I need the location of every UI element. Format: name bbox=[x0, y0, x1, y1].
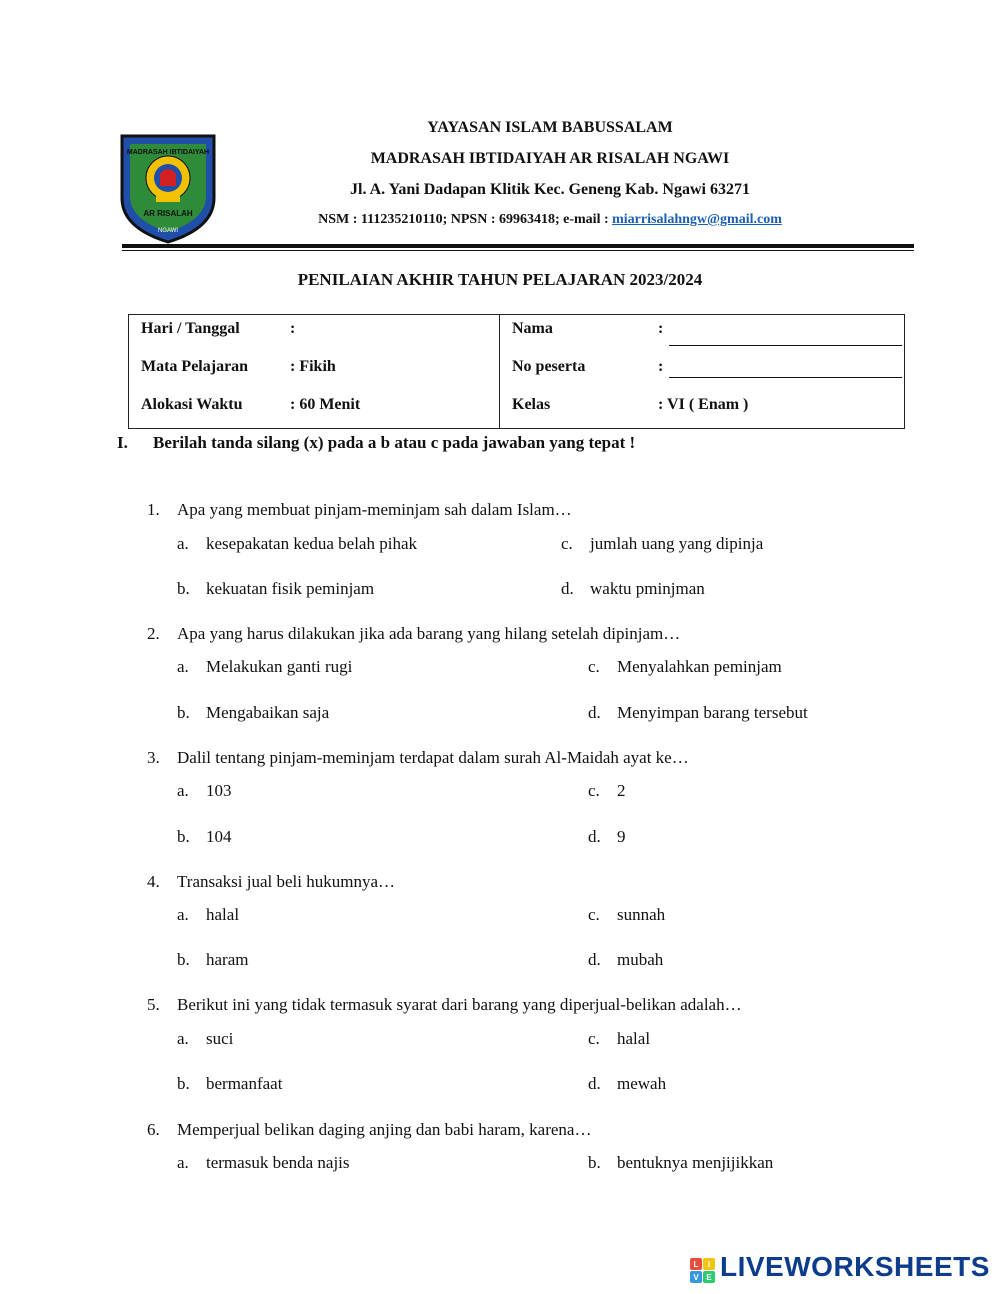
logo-letter-i: I bbox=[707, 1260, 711, 1269]
option-text: bermanfaat bbox=[206, 1074, 283, 1093]
option-text: mubah bbox=[617, 950, 664, 969]
logo-letter-e: E bbox=[706, 1273, 712, 1282]
option-letter: a. bbox=[177, 657, 189, 676]
option-letter: d. bbox=[588, 950, 601, 969]
logo-text-bottom: AR RISALAH bbox=[143, 209, 193, 218]
school-address: Jl. A. Yani Dadapan Klitik Kec. Geneng Kab. Ngawi 63271 bbox=[350, 181, 750, 198]
question-number: 6. bbox=[147, 1120, 160, 1139]
question-text: Apa yang harus dilakukan jika ada barang yang hilang setelah dipinjam… bbox=[177, 624, 681, 643]
time-allocation-value: : 60 Menit bbox=[290, 396, 361, 413]
school-name: MADRASAH IBTIDAIYAH AR RISALAH NGAWI bbox=[370, 150, 730, 167]
option-letter: d. bbox=[588, 827, 601, 846]
question-text: Apa yang membuat pinjam-meminjam sah dalam Islam… bbox=[177, 500, 572, 519]
question-number: 1. bbox=[147, 500, 160, 519]
section-number: I. bbox=[117, 433, 128, 452]
question-text: Transaksi jual beli hukumnya… bbox=[177, 872, 395, 891]
option-text: 2 bbox=[617, 781, 626, 800]
option-letter: d. bbox=[588, 703, 601, 722]
section-instruction-text: Berilah tanda silang (x) pada a b atau c pada jawaban yang tepat ! bbox=[153, 433, 636, 452]
subject-value: : Fikih bbox=[290, 358, 336, 375]
class-value: : VI ( Enam ) bbox=[658, 396, 749, 413]
option-letter: d. bbox=[588, 1074, 601, 1093]
option-text: sunnah bbox=[617, 905, 666, 924]
email-link[interactable]: miarrisalahngw@gmail.com bbox=[612, 212, 782, 227]
option-letter: a. bbox=[177, 1029, 189, 1048]
option-letter: b. bbox=[177, 579, 190, 598]
option-letter: a. bbox=[177, 905, 189, 924]
option-text: halal bbox=[206, 905, 240, 924]
option-letter: c. bbox=[588, 781, 600, 800]
option-letter: b. bbox=[177, 950, 190, 969]
option-text: 104 bbox=[206, 827, 232, 846]
header-rule-thick bbox=[122, 244, 914, 248]
option-letter: b. bbox=[177, 1074, 190, 1093]
question-text: Dalil tentang pinjam-meminjam terdapat dalam surah Al-Maidah ayat ke… bbox=[177, 748, 689, 767]
participant-number-colon: : bbox=[658, 358, 664, 375]
header-rule-thin bbox=[122, 250, 914, 251]
question-number: 3. bbox=[147, 748, 160, 767]
option-text: Menyalahkan peminjam bbox=[617, 657, 782, 676]
option-text: suci bbox=[206, 1029, 234, 1048]
option-text: jumlah uang yang dipinja bbox=[590, 534, 764, 553]
question-text: Memperjual belikan daging anjing dan babi haram, karena… bbox=[177, 1120, 592, 1139]
day-date-label: Hari / Tanggal bbox=[141, 320, 240, 337]
option-letter: c. bbox=[561, 534, 573, 553]
logo-letter-v: V bbox=[693, 1273, 699, 1282]
option-text: halal bbox=[617, 1029, 651, 1048]
student-info-box bbox=[128, 314, 905, 429]
question-number: 2. bbox=[147, 624, 160, 643]
option-text: 9 bbox=[617, 827, 626, 846]
info-divider bbox=[499, 315, 500, 428]
logo-text-city: NGAWI bbox=[157, 228, 179, 234]
school-identifiers bbox=[210, 212, 890, 228]
name-blank-line[interactable] bbox=[669, 345, 902, 346]
day-date-value: : bbox=[290, 320, 296, 337]
name-label: Nama bbox=[512, 320, 553, 337]
option-letter: d. bbox=[561, 579, 574, 598]
foundation-name: YAYASAN ISLAM BABUSSALAM bbox=[427, 119, 673, 136]
logo-letter-l: L bbox=[693, 1260, 699, 1269]
option-letter: c. bbox=[588, 905, 600, 924]
option-letter: a. bbox=[177, 781, 189, 800]
logo-text-top: MADRASAH IBTIDAIYAH bbox=[126, 149, 210, 156]
class-label: Kelas bbox=[512, 396, 551, 413]
liveworksheets-wordmark: LIVEWORKSHEETS bbox=[720, 1251, 990, 1282]
participant-number-label: No peserta bbox=[512, 358, 586, 375]
option-letter: b. bbox=[177, 827, 190, 846]
time-allocation-label: Alokasi Waktu bbox=[141, 396, 243, 413]
option-text: 103 bbox=[206, 781, 232, 800]
option-text: Melakukan ganti rugi bbox=[206, 657, 353, 676]
option-text: termasuk benda najis bbox=[206, 1153, 350, 1172]
name-colon: : bbox=[658, 320, 664, 337]
option-text: mewah bbox=[617, 1074, 667, 1093]
question-number: 4. bbox=[147, 872, 160, 891]
subject-label: Mata Pelajaran bbox=[141, 358, 249, 375]
option-text: kesepakatan kedua belah pihak bbox=[206, 534, 417, 553]
option-letter: a. bbox=[177, 534, 189, 553]
option-text: bentuknya menjijikkan bbox=[617, 1153, 774, 1172]
option-letter: c. bbox=[588, 657, 600, 676]
liveworksheets-logo-icon bbox=[690, 1258, 716, 1284]
option-letter: b. bbox=[588, 1153, 601, 1172]
option-text: kekuatan fisik peminjam bbox=[206, 579, 375, 598]
option-text: Mengabaikan saja bbox=[206, 703, 330, 722]
exam-title: PENILAIAN AKHIR TAHUN PELAJARAN 2023/2024 bbox=[297, 270, 703, 289]
option-text: Menyimpan barang tersebut bbox=[617, 703, 808, 722]
school-logo-emblem bbox=[118, 132, 218, 244]
identifiers-text: NSM : 111235210110; NPSN : 69963418; e-mail : bbox=[318, 212, 613, 227]
question-text: Berikut ini yang tidak termasuk syarat dari barang yang diperjual-belikan adalah… bbox=[177, 995, 742, 1014]
option-letter: b. bbox=[177, 703, 190, 722]
option-letter: c. bbox=[588, 1029, 600, 1048]
option-letter: a. bbox=[177, 1153, 189, 1172]
option-text: haram bbox=[206, 950, 249, 969]
question-number: 5. bbox=[147, 995, 160, 1014]
option-text: waktu pminjman bbox=[590, 579, 705, 598]
participant-number-blank-line[interactable] bbox=[669, 377, 902, 378]
